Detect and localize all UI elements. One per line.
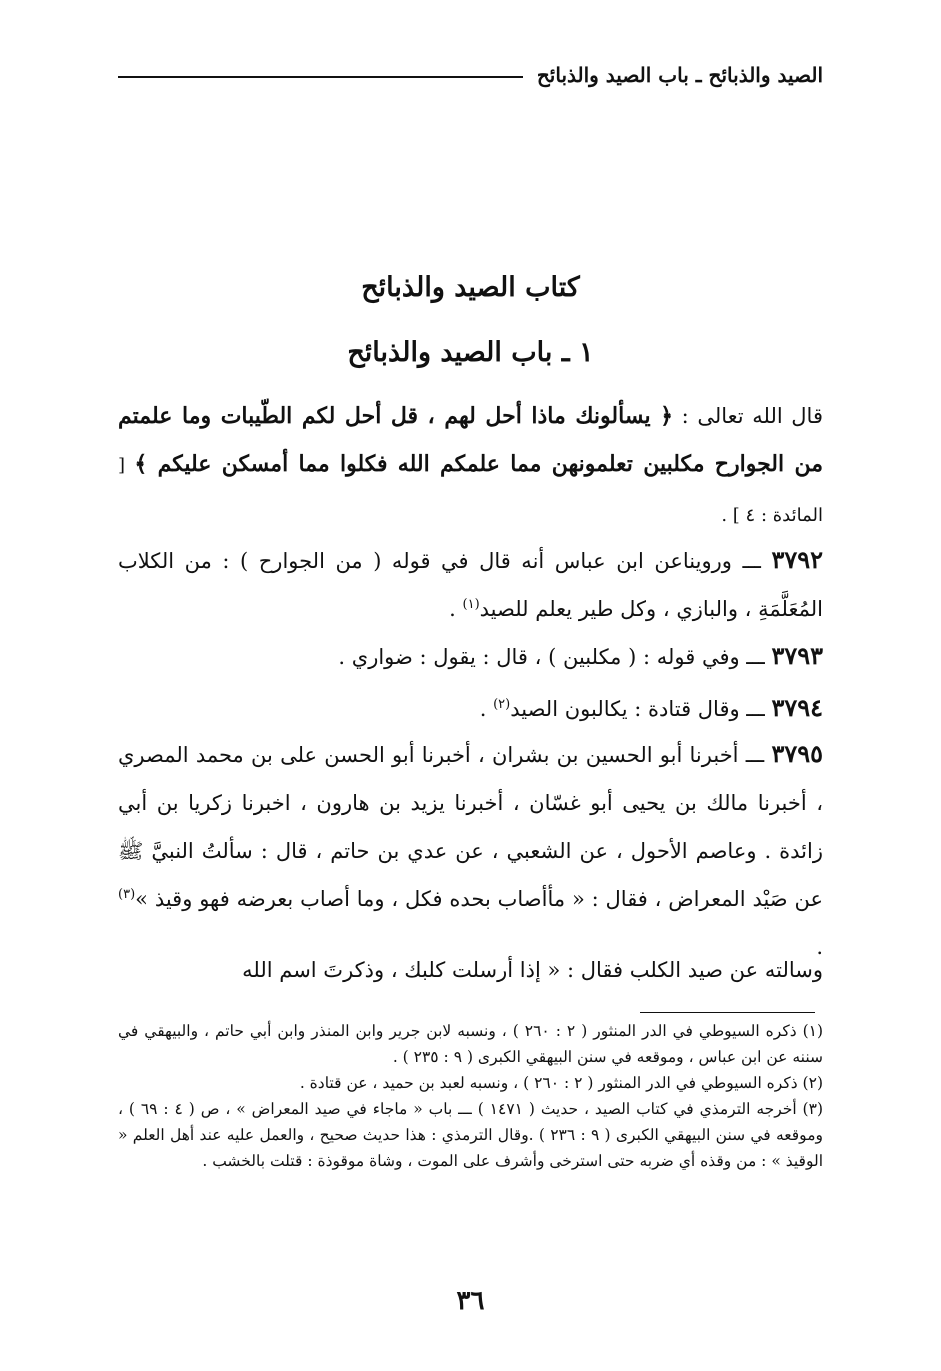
chapter-title: ١ ـ باب الصيد والذبائح [347,337,594,368]
continuation-paragraph: وسالته عن صيد الكلب فقال : « إذا أرسلت كلبك ، وذكرتَ اسم الله [242,958,823,982]
hadith-text: ـــ أخبرنا أبو الحسين بن بشران ، أخبرنا أبو الحسن على بن محمد المصري ، أخبرنا مالك بن يحيى أبو غسّان ، أخبرنا يزيد بن هارون ، اخبرنا زكريا بن أبي زائدة . وعاصم الأحول ، عن الشعبي ، عن عدي بن حاتم ، قال : سألتُ النبيَّ ﷺ عن صَيْد المعراض ، فقال : « مأأصاب بحده فكل ، وما أصاب بعرضه فهو وقيذ » [118,743,823,911]
quran-verse: ﴿ يسألونك ماذا أحل لهم ، قل أحل لكم الطّيبات وما علمتم من الجوارح مكلبين تعلمونهن مما علمكم الله فكلوا مما أمسكن عليكم ﴾ [118,403,823,477]
hadith-text: ـــ وقال قتادة : يكالبون الصيد [510,697,772,721]
footnote-ref: (٢) [493,697,511,712]
hadith-end: . [816,935,823,959]
book-title: كتاب الصيد والذبائح [361,272,580,303]
hadith-text: ـــ ورويناعن ابن عباس أنه قال في قوله ( من الجوارح ) : من الكلاب المُعَلَّمَةِ ، والبازي ، وكل طير يعلم للصيد [118,549,823,621]
hadith-number: ٣٧٩٢ [771,545,823,574]
running-header [118,58,823,92]
footnote-ref: (١) [462,597,480,612]
header-rule [118,76,523,78]
hadith-3795 [118,730,823,971]
hadith-text: ـــ وفي قوله : ( مكلبين ) ، قال : يقول : ضواري . [338,645,772,669]
hadith-3792 [118,536,823,633]
footnotes [118,1018,823,1174]
hadith-number: ٣٧٩٤ [771,693,823,722]
running-title: الصيد والذبائح ـ باب الصيد والذبائح [536,63,823,87]
page-number: ٣٦ [456,1286,485,1316]
footnote-ref: (٣) [118,887,136,902]
hadith-number: ٣٧٩٣ [771,641,823,670]
hadith-3794 [118,684,823,733]
footnote-3: (٣) أخرجه الترمذي في كتاب الصيد ، حديث ( ١٤٧١ ) ـــ باب « ماجاء في صيد المعراض » ، ص ( ٤ : ٦٩ ) ، وموقعه في سنن البيهقي الكبرى ( ٩ : ٢٣٦ ) .وقال الترمذي : هذا حديث صحيح ، والعمل عليه عند أهل العلم « الوقيذ » : من وقذه أي ضربه حتى استرخى وأشرف على الموت ، وشاة موقوذة : قتلت بالخشب . [118,1100,823,1170]
quran-paragraph [118,392,823,540]
hadith-end: . [449,597,463,621]
hadith-end: . [479,697,494,721]
footnote-separator [640,1012,815,1013]
footnote-1: (١) ذكره السيوطي في الدر المنثور ( ٢ : ٢٦٠ ) ، ونسبه لابن جرير وابن المنذر وابن أبي حاتم ، والبيهقي في سننه عن ابن عباس ، وموقعه في سنن البيهقي الكبرى ( ٩ : ٢٣٥ ) . [118,1022,824,1066]
quran-intro: قال الله تعالى : [673,404,823,428]
hadith-number: ٣٧٩٥ [771,739,823,768]
footnote-2: (٢) ذكره السيوطي في الدر المنثور ( ٢ : ٢٦٠ ) ، ونسبه لعبد بن حميد ، عن قتادة . [299,1074,823,1092]
quran-reference: [ المائدة : ٤ ] . [118,455,823,526]
hadith-3793 [118,632,823,681]
